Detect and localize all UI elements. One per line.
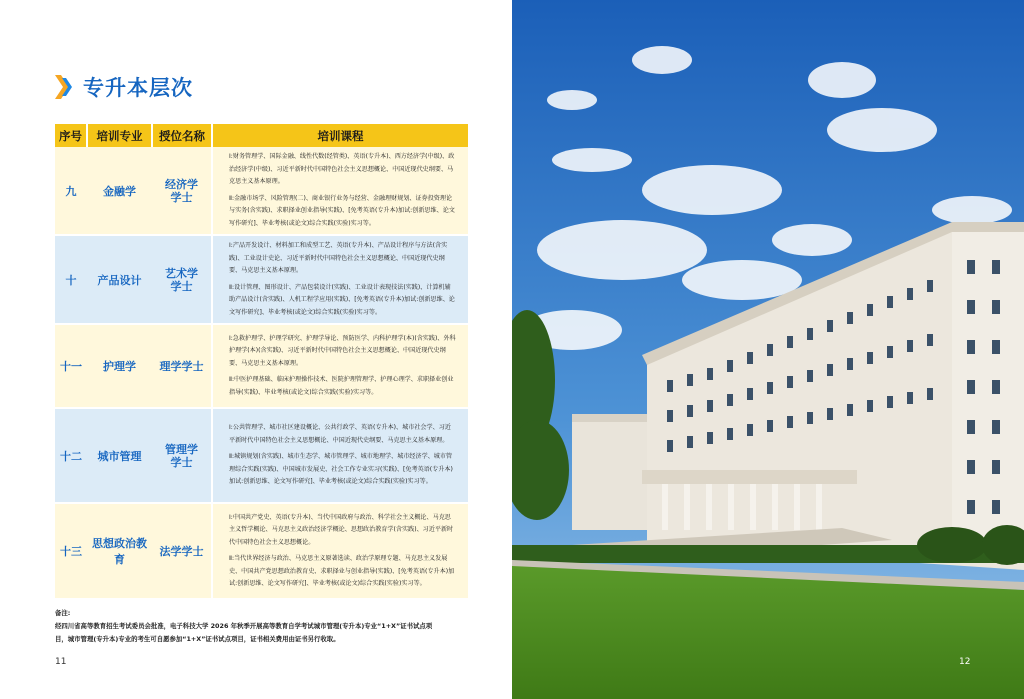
course-part-ii: Ⅱ:当代世界经济与政治、马克思主义原著选读、政治学原理专题、马克思主义发展史、中国共产党思想政治教育史、求职择业与创业指导(实践)、[免考英语(专升本)加试:创新思维、论文写作研究]、毕业考核(或论文)综合实践(实验)实习等。 xyxy=(229,555,455,587)
footnote-label: 备注: xyxy=(55,609,71,617)
major-name: 护理学 xyxy=(87,324,152,408)
degree-name xyxy=(152,324,212,408)
header-cell: 序号 xyxy=(55,124,87,147)
degree-name xyxy=(152,147,212,235)
degree-name xyxy=(152,235,212,324)
course-part-i: Ⅰ:中国共产党史、英语(专升本)、当代中国政府与政治、科学社会主义概论、马克思主义哲学概论、马克思主义政治经济学概论、思想政治教育学(含实践)、习近平新时代中国特色社会主义思想概论。 xyxy=(229,513,454,546)
page-title: 专升本层次 xyxy=(83,76,193,100)
degree-line: 艺术学 xyxy=(165,266,198,280)
degree-line: 学士 xyxy=(170,190,193,204)
degree-line: 学士 xyxy=(170,279,193,293)
row-number: 十一 xyxy=(55,324,87,408)
degree-line: 理学学士 xyxy=(159,359,204,373)
page-number-right: 12 xyxy=(959,657,971,667)
footnote-line: 目，城市管理(专升本)专业的考生可自愿参加“1+X”证书试点项目，证书相关费用由证书另行收取。 xyxy=(55,635,340,643)
course-part-i: Ⅰ:公共管理学、城市社区建设概论、公共行政学、英语(专升本)、城市社会学、习近平新时代中国特色社会主义思想概论、中国近现代史纲要、马克思主义基本原理。 xyxy=(229,424,451,444)
building-illustration xyxy=(512,0,1024,699)
course-part-i: Ⅰ:产品开发设计、材料加工和成型工艺、英语(专升本)、产品设计程序与方法(含实践)、工业设计史论、习近平新时代中国特色社会主义思想概论、中国近现代史纲要、马克思主义基本原理。 xyxy=(229,242,448,274)
footnote xyxy=(55,607,475,646)
course-table xyxy=(55,124,468,598)
campus-building-photo xyxy=(512,0,1024,699)
course-cell xyxy=(212,147,468,235)
course-part-ii: Ⅱ:金融市场学、风险管理(二)、商业银行业务与经营、金融理财规划、证券投资理论与实务(含实践)、求职择业创业指导(实践)、[免考英语(专升本)加试:创新思维、论文写作研究]、毕业考核(或论文)综合实践(实验)实习等。 xyxy=(229,194,455,227)
degree-line: 法学学士 xyxy=(159,544,204,558)
degree-name xyxy=(152,503,212,598)
chevron-right-icon xyxy=(55,75,75,99)
table-header-row xyxy=(55,124,468,147)
row-number: 十 xyxy=(55,235,87,324)
table-row xyxy=(55,324,468,408)
course-part-ii: Ⅱ:设计管理、图形设计、产品包装设计(实践)、工业设计表现技法(实践)、计算机辅助产品设计(含实践)、人机工程学应用(实践)、[免考英语(专升本)加试:创新思维、论文写作研究]、毕业考核(或论文)综合实践(实验)实习等。 xyxy=(229,283,455,316)
major-name: 城市管理 xyxy=(87,408,152,503)
table-row xyxy=(55,408,468,503)
row-number: 十二 xyxy=(55,408,87,503)
major-name: 金融学 xyxy=(87,147,152,235)
page-number-left: 11 xyxy=(55,657,67,667)
major-name: 产品设计 xyxy=(87,235,152,324)
row-number: 十三 xyxy=(55,503,87,598)
table-row xyxy=(55,235,468,324)
table-row xyxy=(55,503,468,598)
footnote-line: 经四川省高等教育招生考试委员会批准，电子科技大学 2026 年秋季开展高等教育自学考试城市管理(专升本)专业“1+X”证书试点项 xyxy=(55,622,433,630)
degree-name xyxy=(152,408,212,503)
course-part-i: Ⅰ:急救护理学、护理学研究、护理学导论、预防医学、内科护理学(本)(含实践)、外科护理学(本)(含实践)、习近平新时代中国特色社会主义思想概论、中国近现代史纲要、马克思主义基本原理。 xyxy=(229,334,456,367)
row-number: 九 xyxy=(55,147,87,235)
table-row xyxy=(55,147,468,235)
degree-line: 学士 xyxy=(170,455,193,469)
course-part-ii: Ⅱ:中医护理基础、临床护理操作技术、医院护理管理学、护理心理学、求职择业创业指导(实践)、毕业考核(或论文)综合实践(实验)实习等。 xyxy=(229,376,454,396)
major-name: 思想政治教育 xyxy=(87,503,152,598)
section-heading xyxy=(55,73,193,101)
header-cell: 授位名称 xyxy=(152,124,212,147)
course-part-i: Ⅰ:财务管理学、国际金融、线性代数(经管类)、英语(专升本)、西方经济学(中级)、政治经济学(中级)、习近平新时代中国特色社会主义思想概论、中国近现代史纲要、马克思主义基本原理。 xyxy=(229,153,455,185)
course-cell xyxy=(212,503,468,598)
course-part-ii: Ⅱ:城镇规划(含实践)、城市生态学、城市管理学、城市地理学、城市经济学、城市管理综合实践(实践)、中国城市发展史、社会工作专业实习(实践)、[免考英语(专升本)加试:创新思维、论文写作研究]、毕业考核(或论文)综合实践(实验)实习等。 xyxy=(229,453,453,486)
course-cell xyxy=(212,324,468,408)
header-cell: 培训课程 xyxy=(212,124,468,147)
degree-line: 经济学 xyxy=(165,177,198,191)
degree-line: 管理学 xyxy=(165,442,198,456)
course-cell xyxy=(212,408,468,503)
course-cell xyxy=(212,235,468,324)
header-cell: 培训专业 xyxy=(87,124,152,147)
